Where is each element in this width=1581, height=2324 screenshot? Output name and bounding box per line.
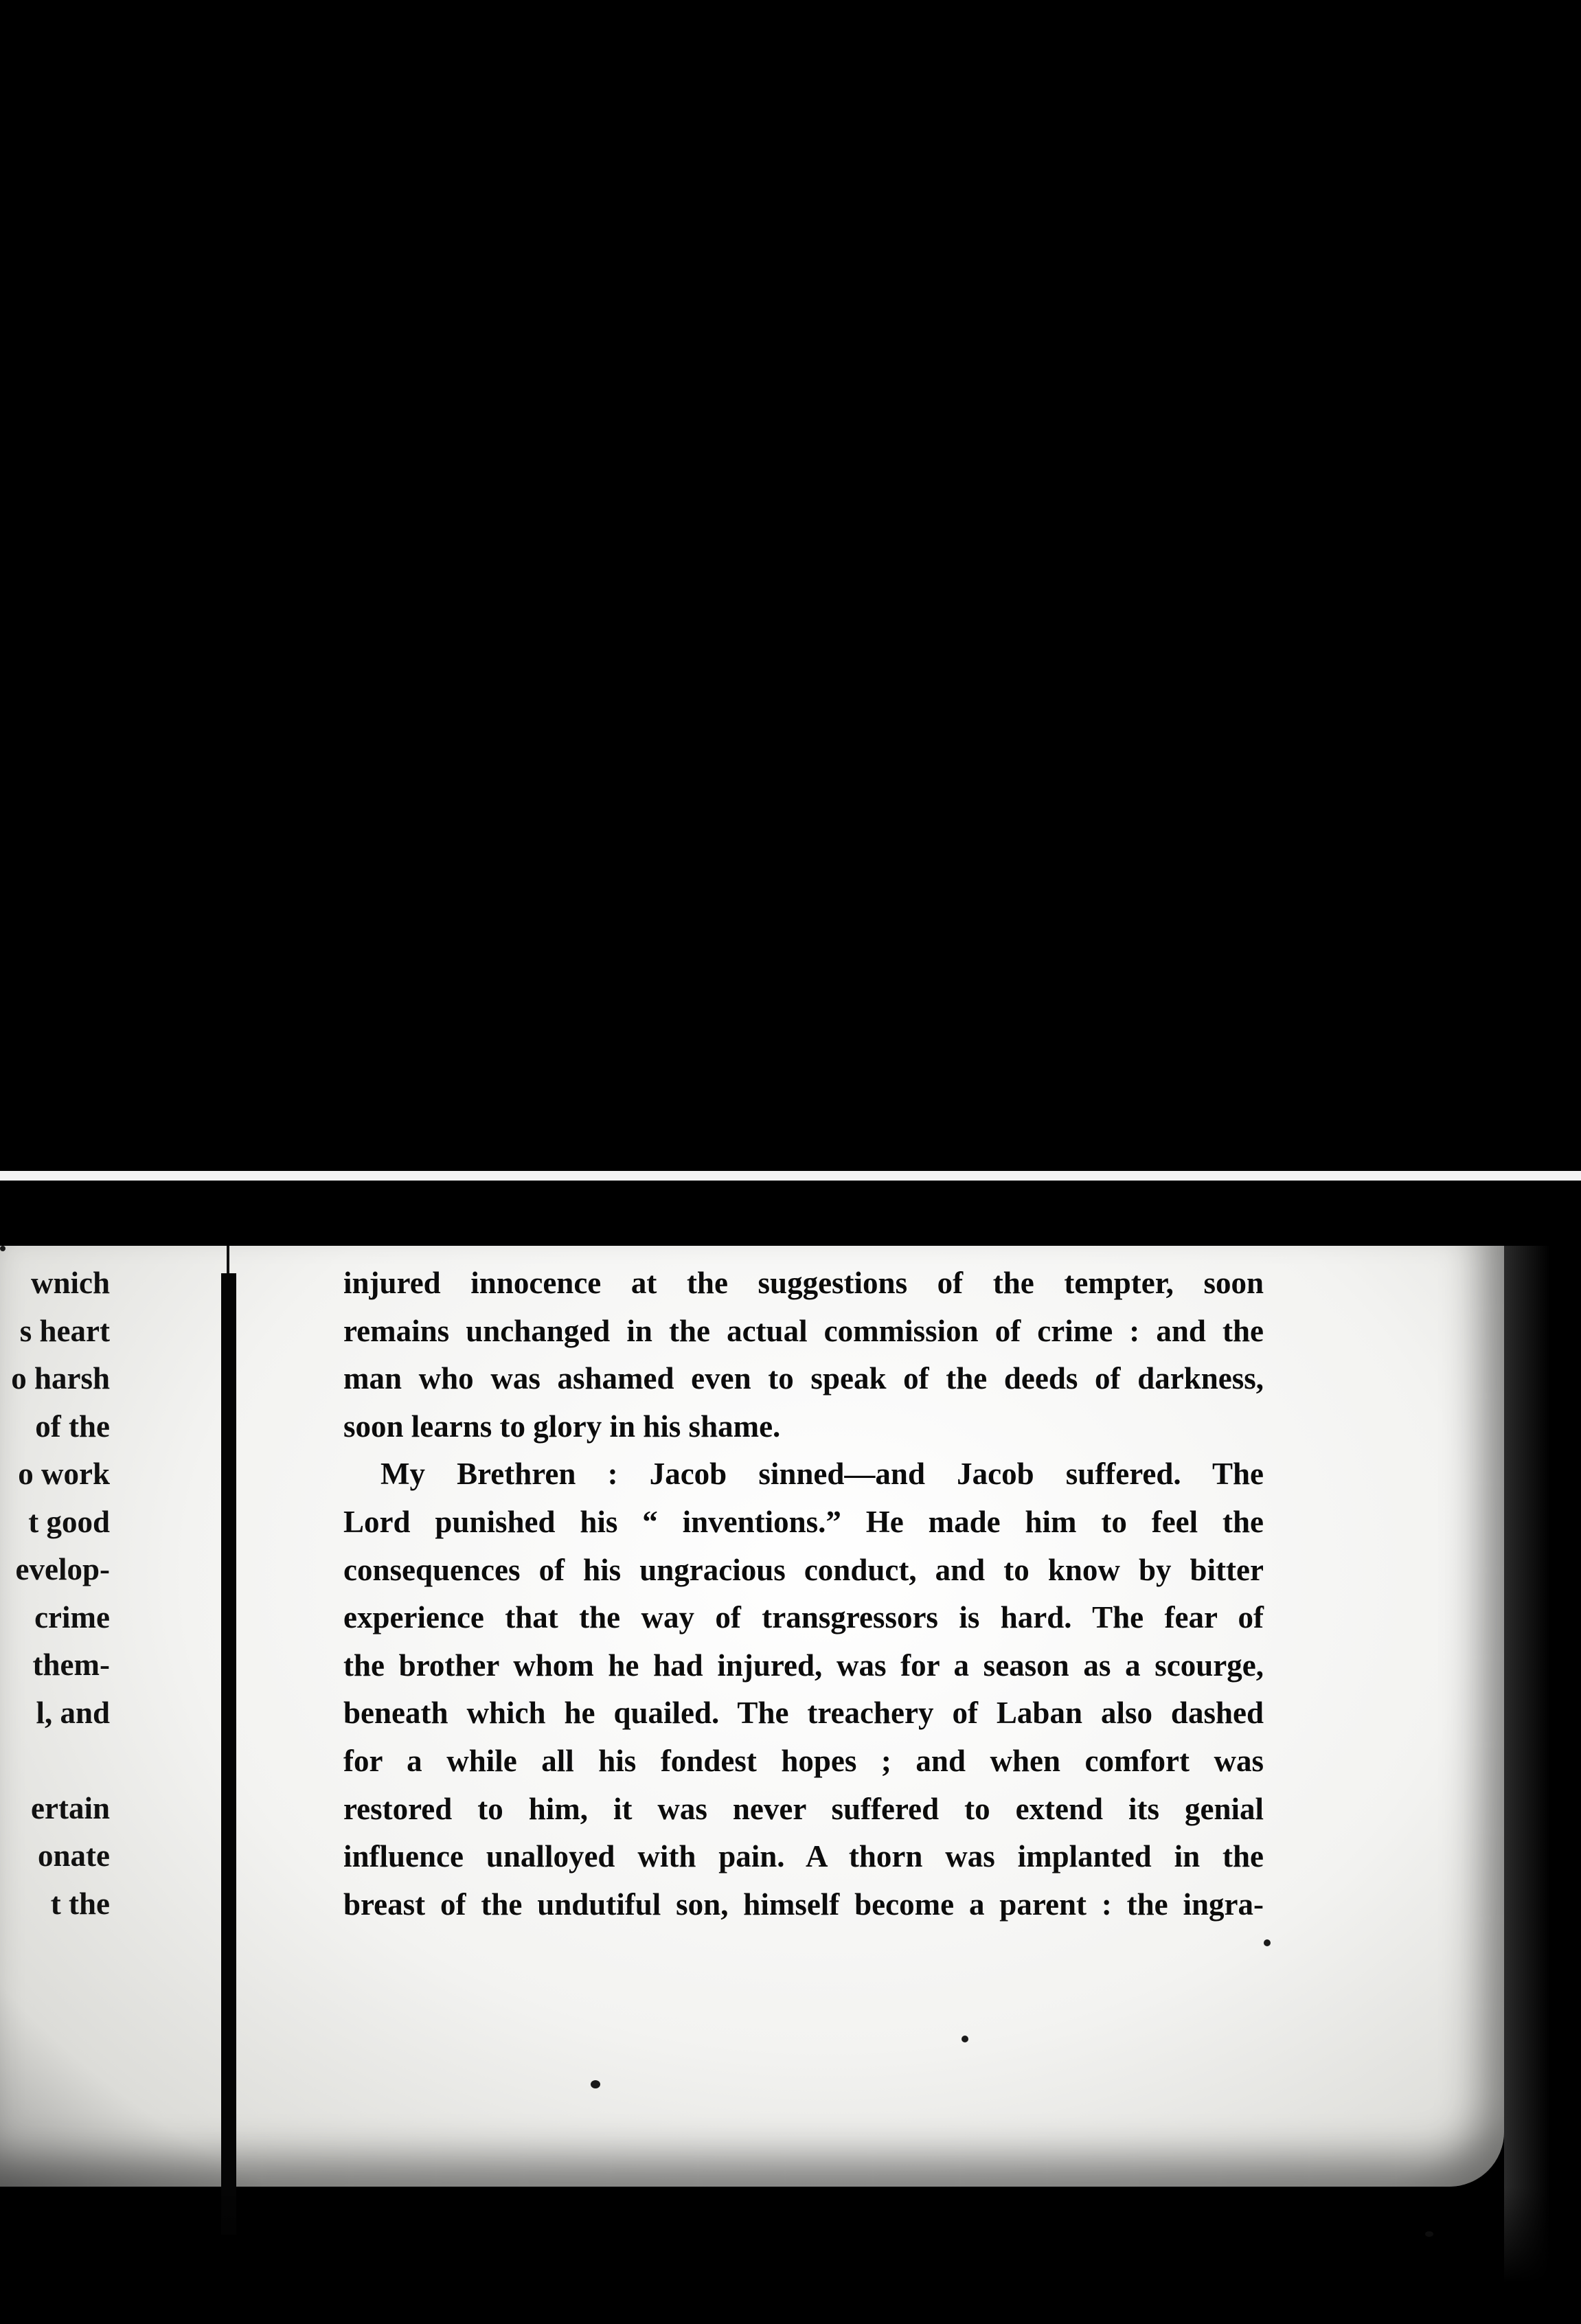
- right-edge-shadow: [1504, 1246, 1581, 2324]
- text-line: Lord punished his “ inventions.” He made him to feel the: [343, 1504, 1264, 1539]
- dark-band: [0, 1181, 1581, 1246]
- left-line: t good: [28, 1504, 110, 1539]
- scan-speck: [962, 2036, 968, 2042]
- scanned-page: [0, 1246, 1581, 2324]
- text-line: influence unalloyed with pain. A thorn was implanted in the: [343, 1839, 1264, 1874]
- left-line: [0, 1737, 110, 1785]
- text-line: man who was ashamed even to speak of the deeds of darkness,: [343, 1361, 1264, 1396]
- left-line: o harsh: [11, 1361, 110, 1395]
- text-line: soon learns to glory in his shame.: [343, 1409, 781, 1444]
- left-line: onate: [38, 1838, 110, 1873]
- text-line: beneath which he quailed. The treachery of Laban also dashed: [343, 1696, 1264, 1731]
- scan-speck: [0, 1246, 5, 1251]
- left-line: s heart: [19, 1313, 110, 1348]
- text-line: breast of the undutiful son, himself become a parent : the ingra-: [343, 1887, 1264, 1922]
- left-line: crime: [34, 1599, 110, 1634]
- left-line: wnich: [30, 1266, 110, 1300]
- left-line: ertain: [31, 1790, 110, 1825]
- book-gutter: [221, 1273, 236, 2235]
- text-line: consequences of his ungracious conduct, and to know by bitter: [343, 1552, 1264, 1587]
- right-page-body-text: [343, 1260, 1264, 1928]
- left-line: of the: [35, 1409, 110, 1444]
- left-line: them-: [32, 1648, 110, 1682]
- text-line: for a while all his fondest hopes ; and when comfort was: [343, 1743, 1264, 1778]
- text-line: remains unchanged in the actual commission of crime : and the: [343, 1313, 1264, 1348]
- left-line: o work: [18, 1457, 110, 1491]
- text-line: the brother whom he had injured, was for a season as a scourge,: [343, 1648, 1264, 1683]
- left-line: evelop-: [15, 1552, 110, 1586]
- left-line: t the: [50, 1886, 110, 1921]
- scan-speck: [1264, 1939, 1271, 1946]
- left-page-text-fragment: [0, 1260, 110, 1928]
- text-line: injured innocence at the suggestions of the tempter, soon: [343, 1266, 1264, 1300]
- scan-speck: [591, 2080, 600, 2088]
- scan-divider-line: [0, 1171, 1581, 1181]
- bottom-edge-shadow: [0, 2187, 1581, 2324]
- left-line: l, and: [36, 1695, 110, 1730]
- paragraph-start-line: My Brethren : Jacob sinned—and Jacob suffered. The: [380, 1457, 1264, 1492]
- text-line: experience that the way of transgressors is hard. The fear of: [343, 1600, 1264, 1635]
- text-line: restored to him, it was never suffered to extend its genial: [343, 1791, 1264, 1826]
